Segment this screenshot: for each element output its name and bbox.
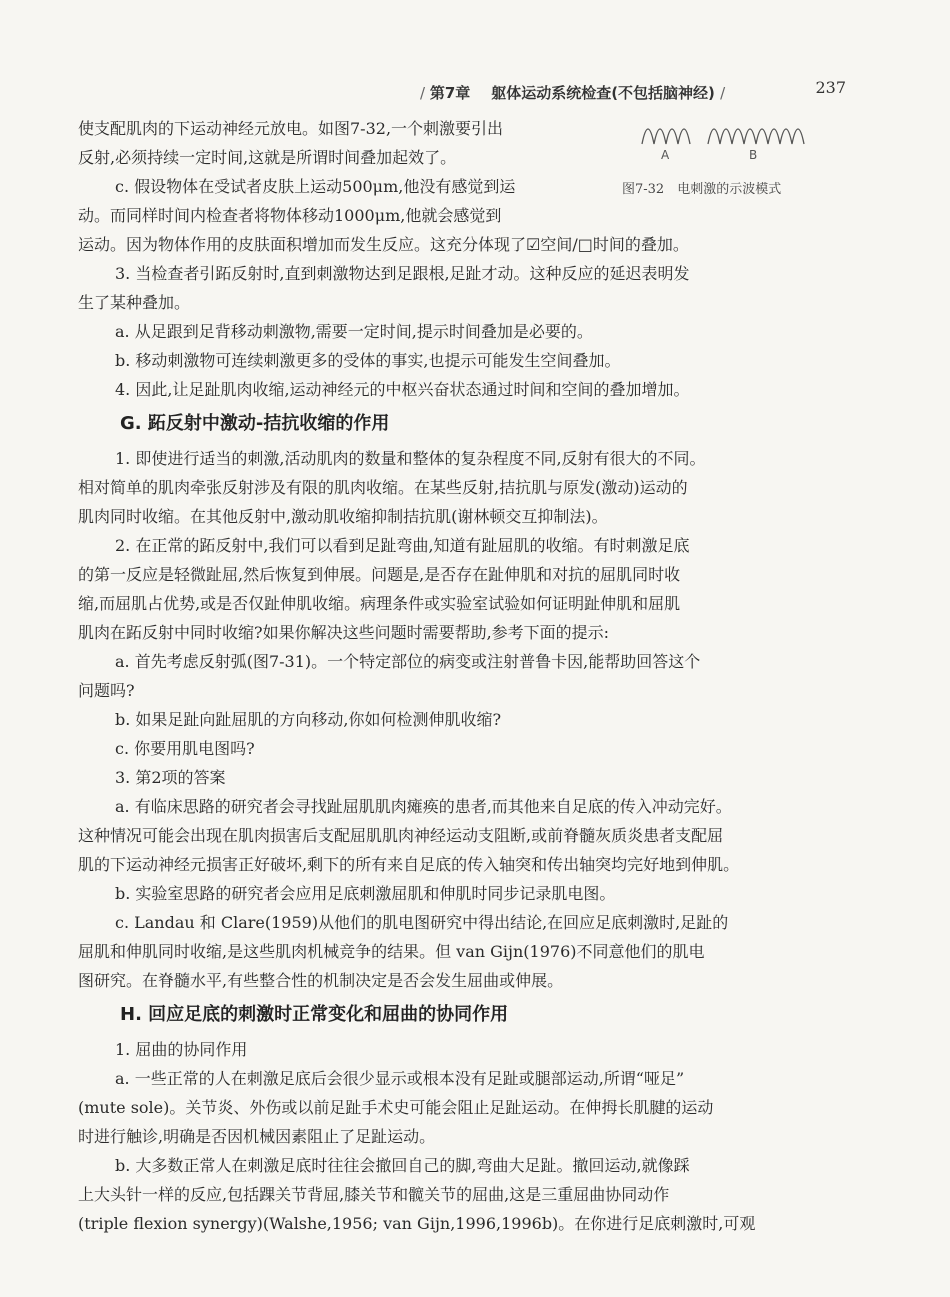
paragraph-line: 这种情况可能会出现在肌肉损害后支配屈肌肌肉神经运动支阻断,或前脊髓灰质炎患者支配屈 xyxy=(78,826,724,845)
paragraph-line: 生了某种叠加。 xyxy=(78,293,191,312)
paragraph-line: b. 实验室思路的研究者会应用足底刺激屈肌和伸肌时同步记录肌电图。 xyxy=(115,884,616,903)
paragraph-line: 上大头针一样的反应,包括踝关节背屈,膝关节和髋关节的屈曲,这是三重屈曲协同动作 xyxy=(78,1185,670,1204)
paragraph-line: 3. 当检查者引跖反射时,直到刺激物达到足跟根,足趾才动。这种反应的延迟表明发 xyxy=(115,264,690,283)
paragraph-line: 图研究。在脊髓水平,有些整合性的机制决定是否会发生屈曲或伸展。 xyxy=(78,971,564,990)
paragraph-line: 时进行触诊,明确是否因机械因素阻止了足趾运动。 xyxy=(78,1127,436,1146)
paragraph-line: a. 一些正常的人在刺激足底后会很少显示或根本没有足趾或腿部运动,所谓“哑足” xyxy=(115,1069,685,1088)
paragraph-line: (mute sole)。关节炎、外伤或以前足趾手术史可能会阻止足趾运动。在伸拇长肌腱的运动 xyxy=(78,1098,714,1117)
paragraph-line: 3. 第2项的答案 xyxy=(115,768,226,787)
figure-caption: 图7-32 电刺激的示波模式 xyxy=(622,182,782,197)
paragraph-line: a. 首先考虑反射弧(图7-31)。一个特定部位的病变或注射普鲁卡因,能帮助回答这个 xyxy=(115,652,701,671)
section-heading-h: H. 回应足底的刺激时正常变化和屈曲的协同作用 xyxy=(120,1004,509,1025)
paragraph-line: 屈肌和伸肌同时收缩,是这些肌肉机械竞争的结果。但 van Gijn(1976)不同意他们的肌电 xyxy=(78,942,705,961)
paragraph-line: 相对简单的肌肉牵张反射涉及有限的肌肉收缩。在某些反射,拮抗肌与原发(激动)运动的 xyxy=(78,478,688,497)
paragraph-line: 1. 即使进行适当的刺激,活动肌肉的数量和整体的复杂程度不同,反射有很大的不同。 xyxy=(115,449,706,468)
paragraph-line: 肌肉同时收缩。在其他反射中,激动肌收缩抑制拮抗肌(谢林顿交互抑制法)。 xyxy=(78,507,608,526)
paragraph-line: b. 如果足趾向趾屈肌的方向移动,你如何检测伸肌收缩? xyxy=(115,710,502,729)
chapter-title: 躯体运动系统检查(不包括脑神经) xyxy=(491,84,715,102)
paragraph-line: 4. 因此,让足趾肌肉收缩,运动神经元的中枢兴奋状态通过时间和空间的叠加增加。 xyxy=(115,380,690,399)
paragraph-line: 反射,必须持续一定时间,这就是所谓时间叠加起效了。 xyxy=(78,148,457,167)
paragraph-line: 动。而同样时间内检查者将物体移动1000μm,他就会感觉到 xyxy=(78,206,502,225)
paragraph-line: a. 从足跟到足背移动刺激物,需要一定时间,提示时间叠加是必要的。 xyxy=(115,322,593,341)
paragraph-line: b. 大多数正常人在刺激足底时往往会撤回自己的脚,弯曲大足趾。撤回运动,就像踩 xyxy=(115,1156,690,1175)
paragraph-line: 运动。因为物体作用的皮肤面积增加而发生反应。这充分体现了☑空间/□时间的叠加。 xyxy=(78,235,689,254)
page-number: 237 xyxy=(815,78,846,97)
paragraph-line: 肌肉在跖反射中同时收缩?如果你解决这些问题时需要帮助,参考下面的提示: xyxy=(78,623,610,642)
figure-label-a: A xyxy=(661,148,670,162)
paragraph-line: 问题吗? xyxy=(78,681,135,700)
section-heading-g: G. 跖反射中激动-拮抗收缩的作用 xyxy=(120,413,390,434)
paragraph-line: 使支配肌肉的下运动神经元放电。如图7-32,一个刺激要引出 xyxy=(78,119,504,138)
paragraph-line: 的第一反应是轻微趾屈,然后恢复到伸展。问题是,是否存在趾伸肌和对抗的屈肌同时收 xyxy=(78,565,681,584)
paragraph-line: 缩,而屈肌占优势,或是否仅趾伸肌收缩。病理条件或实验室试验如何证明趾伸肌和屈肌 xyxy=(78,594,681,613)
paragraph-line: c. Landau 和 Clare(1959)从他们的肌电图研究中得出结论,在回应足底刺激时,足趾的 xyxy=(115,913,729,932)
paragraph-line: (triple flexion synergy)(Walshe,1956; van Gijn,1996,1996b)。在你进行足底刺激时,可观 xyxy=(78,1214,756,1233)
paragraph-line: b. 移动刺激物可连续刺激更多的受体的事实,也提示可能发生空间叠加。 xyxy=(115,351,621,370)
paragraph-line: c. 假设物体在受试者皮肤上运动500μm,他没有感觉到运 xyxy=(115,177,516,196)
paragraph-line: c. 你要用肌电图吗? xyxy=(115,739,255,758)
running-header: / 第7章 躯体运动系统检查(不包括脑神经) / 237 xyxy=(420,78,846,102)
paragraph-line: 2. 在正常的跖反射中,我们可以看到足趾弯曲,知道有趾屈肌的收缩。有时刺激足底 xyxy=(115,536,690,555)
paragraph-line: a. 有临床思路的研究者会寻找趾屈肌肌肉瘫痪的患者,而其他来自足底的传入冲动完好。 xyxy=(115,797,732,816)
paragraph-line: 肌的下运动神经元损害正好破坏,剩下的所有来自足底的传入轴突和传出轴突均完好地到伸肌。 xyxy=(78,855,740,874)
chapter-number: 第7章 xyxy=(429,84,471,102)
figure-label-b: B xyxy=(749,148,758,162)
body-text xyxy=(78,114,850,1238)
paragraph-line: 1. 屈曲的协同作用 xyxy=(115,1040,248,1059)
